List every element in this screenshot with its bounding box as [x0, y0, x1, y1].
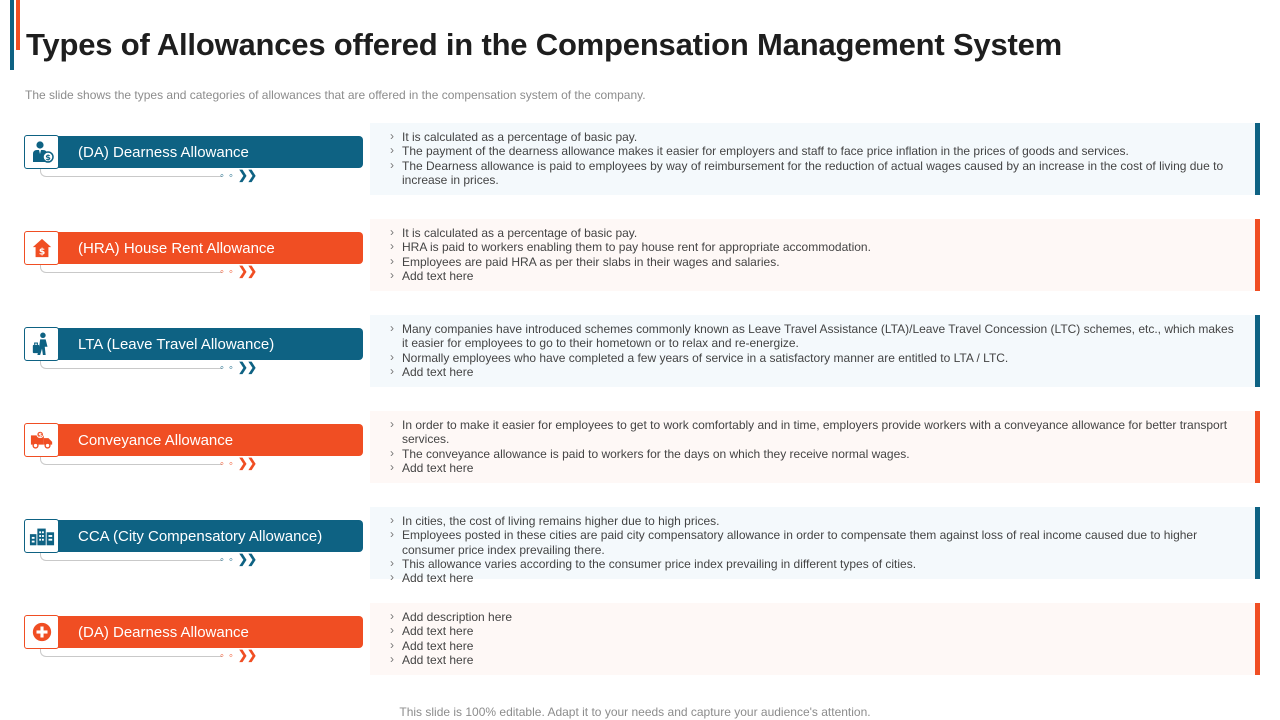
allowance-row-dearness-2 — [24, 603, 1260, 675]
page-subtitle: The slide shows the types and categories of allowances that are offered in the compensation system of the company. — [25, 88, 646, 102]
chevron-right-icon: ❯❯ — [237, 264, 257, 278]
person-money-icon — [24, 135, 59, 169]
description-bullet: › Add text here — [386, 639, 1243, 653]
description-bullet: › The conveyance allowance is paid to workers for the days on which they receive normal wages. — [386, 447, 1243, 461]
connector-line — [40, 168, 222, 177]
connector-line — [40, 648, 222, 657]
description-bullet: › The payment of the dearness allowance makes it easier for employers and staff to face price inflation in the prices of goods and services. — [386, 144, 1243, 158]
svg-text:$: $ — [44, 153, 51, 162]
allowance-label: (HRA) House Rent Allowance — [58, 232, 363, 264]
allowance-label-group — [24, 615, 364, 663]
allowance-label: CCA (City Compensatory Allowance) — [58, 520, 363, 552]
connector-dots — [220, 456, 256, 471]
svg-text:$: $ — [38, 246, 45, 258]
description-bullet: › Normally employees who have completed a few years of service in a satisfactory manner are entitled to LTA / LTC. — [386, 351, 1243, 365]
page-title: Types of Allowances offered in the Compensation Management System — [26, 27, 1063, 62]
description-bullet: › Many companies have introduced schemes commonly known as Leave Travel Assistance (LTA)/Leave Travel Concession (LTC) schemes, etc., which makes it easier for employees to go to their hometown or to relax and re-energize. — [386, 322, 1243, 351]
connector-dots — [220, 360, 256, 375]
allowance-row-leave-travel — [24, 315, 1260, 387]
connector-dots — [220, 552, 256, 567]
accent-bar-teal — [10, 0, 14, 70]
description-bullet: › Add text here — [386, 571, 1243, 585]
allowance-row-conveyance — [24, 411, 1260, 483]
allowance-label-group — [24, 519, 364, 567]
accent-bar-orange — [16, 0, 20, 50]
connector-line — [40, 456, 222, 465]
connector-dots — [220, 264, 256, 279]
house-dollar-icon — [24, 231, 59, 265]
chevron-right-icon: ❯❯ — [237, 648, 257, 662]
description-bullet: › Add text here — [386, 365, 1243, 379]
dot-markers: ◦ ◦ — [220, 170, 234, 182]
allowance-label-group — [24, 231, 364, 279]
city-buildings-icon — [24, 519, 59, 553]
allowance-label-group — [24, 327, 364, 375]
chevron-right-icon: ❯❯ — [237, 168, 257, 182]
description-bullet: › Add text here — [386, 624, 1243, 638]
allowance-description — [370, 411, 1260, 483]
description-bullet: › HRA is paid to workers enabling them to pay house rent for appropriate accommodation. — [386, 240, 1243, 254]
allowance-description — [370, 315, 1260, 387]
connector-dots — [220, 648, 256, 663]
description-bullet: › In order to make it easier for employees to get to work comfortably and in time, employers provide workers with a conveyance allowance for better transport services. — [386, 418, 1243, 447]
connector-line — [40, 360, 222, 369]
description-bullet: › Employees posted in these cities are paid city compensatory allowance in order to compensate them against loss of real income caused due to higher consumer price index prevailing there. — [386, 528, 1243, 557]
allowance-label-group — [24, 135, 364, 183]
svg-text:$: $ — [37, 432, 42, 439]
description-bullet: › Add text here — [386, 461, 1243, 475]
description-bullet: › Add description here — [386, 610, 1243, 624]
connector-line — [40, 552, 222, 561]
description-bullet: › Employees are paid HRA as per their slabs in their wages and salaries. — [386, 255, 1243, 269]
allowance-row-dearness — [24, 123, 1260, 195]
allowance-label: (DA) Dearness Allowance — [58, 616, 363, 648]
chevron-right-icon: ❯❯ — [237, 456, 257, 470]
connector-line — [40, 264, 222, 273]
dot-markers: ◦ ◦ — [220, 362, 234, 374]
description-bullet: › It is calculated as a percentage of basic pay. — [386, 226, 1243, 240]
dot-markers: ◦ ◦ — [220, 650, 234, 662]
dot-markers: ◦ ◦ — [220, 554, 234, 566]
allowance-label: (DA) Dearness Allowance — [58, 136, 363, 168]
chevron-right-icon: ❯❯ — [237, 360, 257, 374]
allowance-description — [370, 603, 1260, 675]
footer-note: This slide is 100% editable. Adapt it to your needs and capture your audience's attention. — [399, 705, 871, 719]
allowance-description — [370, 507, 1260, 586]
allowance-label-group — [24, 423, 364, 471]
dot-markers: ◦ ◦ — [220, 266, 234, 278]
description-bullet: › This allowance varies according to the consumer price index prevailing in different types of cities. — [386, 557, 1243, 571]
chevron-right-icon: ❯❯ — [237, 552, 257, 566]
plus-circle-icon — [24, 615, 59, 649]
allowance-description — [370, 123, 1260, 195]
allowance-row-house-rent — [24, 219, 1260, 291]
allowance-row-city-compensatory — [24, 507, 1260, 586]
description-bullet: › The Dearness allowance is paid to employees by way of reimbursement for the reduction of actual wages caused by an increase in the cost of living due to increase in prices. — [386, 159, 1243, 188]
description-bullet: › Add text here — [386, 269, 1243, 283]
connector-dots — [220, 168, 256, 183]
allowance-label: Conveyance Allowance — [58, 424, 363, 456]
allowance-description — [370, 219, 1260, 291]
dot-markers: ◦ ◦ — [220, 458, 234, 470]
allowance-label: LTA (Leave Travel Allowance) — [58, 328, 363, 360]
traveler-luggage-icon — [24, 327, 59, 361]
description-bullet: › It is calculated as a percentage of basic pay. — [386, 130, 1243, 144]
description-bullet: › In cities, the cost of living remains higher due to high prices. — [386, 514, 1243, 528]
delivery-truck-icon — [24, 423, 59, 457]
description-bullet: › Add text here — [386, 653, 1243, 667]
